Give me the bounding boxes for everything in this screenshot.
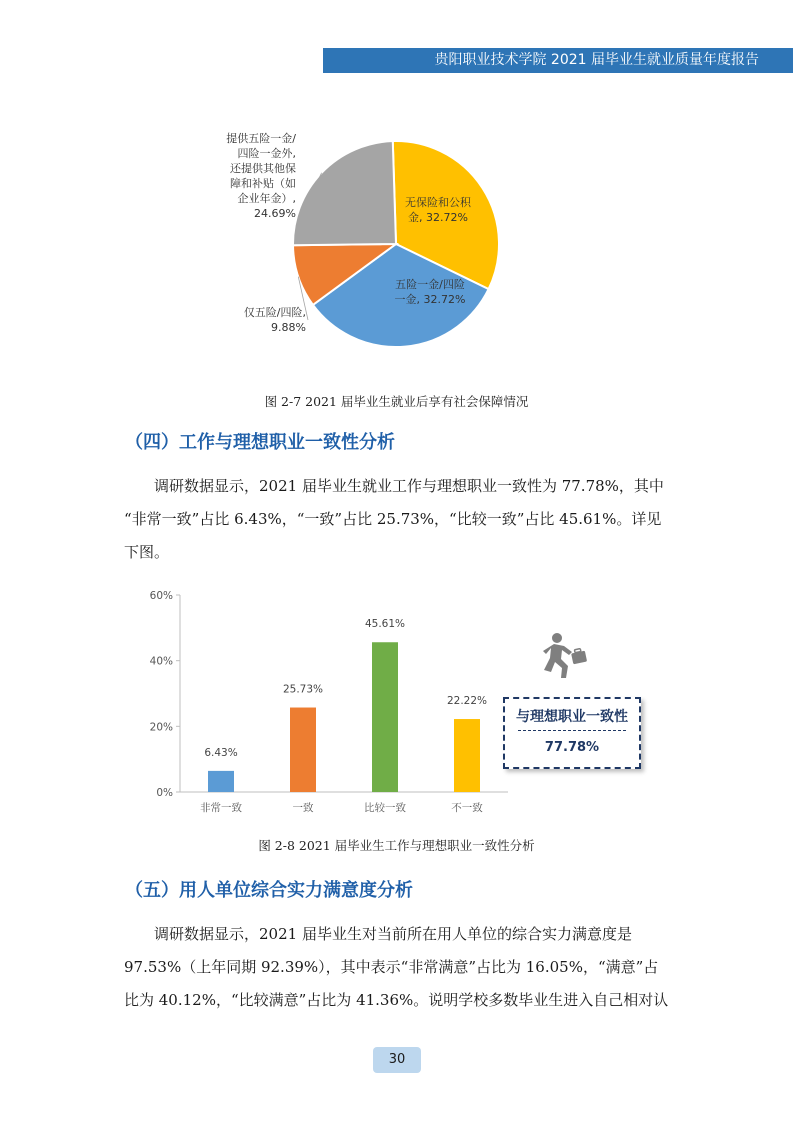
figure-2-8-caption: 图 2-8 2021 届毕业生工作与理想职业一致性分析 [258,838,535,853]
career-consistency-bar-chart [140,585,520,820]
y-tick-label: 0% [156,787,173,799]
x-category-label: 非常一致 [200,802,242,814]
bar-4 [454,719,480,792]
report-title: 贵阳职业技术学院 2021 届毕业生就业质量年度报告 [434,52,759,68]
paragraph-line: 调研数据显示，2021 届毕业生对当前所在用人单位的综合实力满意度是 [154,925,632,943]
callout-title: 与理想职业一致性 [516,709,628,725]
paragraph-line: 97.53%（上年同期 92.39%），其中表示“非常满意”占比为 16.05%，“满意”占 [124,958,659,976]
bar-2 [290,708,316,792]
paragraph-line: 下图。 [124,543,170,561]
paragraph-line: 比为 40.12%，“比较满意”占比为 41.36%。说明学校多数毕业生进入自己相对认 [124,991,669,1009]
page-number: 30 [373,1047,421,1073]
paragraph-line: “非常一致”占比 6.43%，“一致”占比 25.73%，“比较一致”占比 45.61%。详见 [124,510,662,528]
pie-slice-extra-benefits [293,141,396,245]
bar-value-label: 6.43% [204,746,238,759]
bar-value-label: 45.61% [364,618,406,631]
y-tick-label: 20% [149,721,173,734]
pie-slice-label: 仅五险/四险, 9.88% [243,306,306,334]
paragraph-line: 调研数据显示，2021 届毕业生就业工作与理想职业一致性为 77.78%，其中 [154,477,664,495]
x-category-label: 一致 [292,802,314,814]
callout-value: 77.78% [544,740,600,755]
bar-value-label: 22.22% [446,695,488,708]
section-4-heading: （四）工作与理想职业一致性分析 [125,432,395,453]
section-5-paragraph [124,918,674,1017]
pie-slice-label: 五险一金/四险一金, 32.72% [394,278,466,306]
running-businessman-icon [542,632,592,680]
bar-3 [372,642,398,792]
section-5-heading: （五）用人单位综合实力满意度分析 [125,880,413,901]
figure-2-7-caption: 图 2-7 2021 届毕业生就业后享有社会保障情况 [264,394,529,409]
pie-slice-label: 提供五险一金/四险一金外,还提供其他保障和补贴（如企业年金）, 24.69% [226,132,296,220]
section-4-paragraph [124,470,674,569]
y-tick-label: 60% [149,590,173,602]
bar-value-label: 25.73% [282,683,324,696]
social-security-pie-chart [210,128,520,360]
x-category-label: 比较一致 [364,802,406,814]
y-tick-label: 40% [149,655,173,668]
x-category-label: 不一致 [451,802,483,814]
bar-1 [208,771,234,792]
callout-divider [518,730,626,731]
report-header [323,48,793,73]
consistency-callout [503,697,641,769]
pie-slice-label: 无保险和公积金, 32.72% [405,196,471,224]
